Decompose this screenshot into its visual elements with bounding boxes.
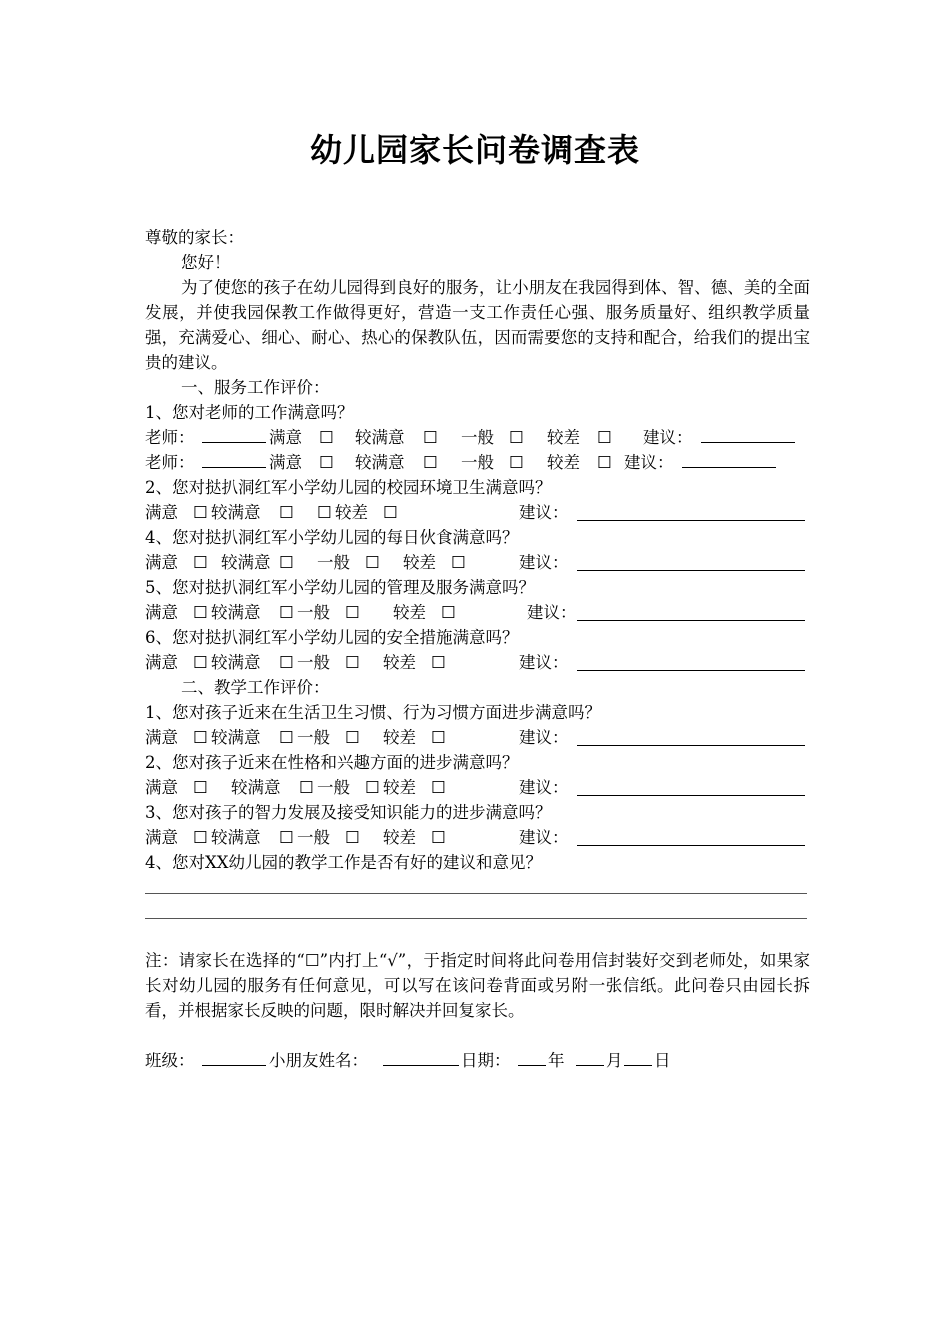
option-poor: 较差 [383, 828, 416, 847]
checkbox-icon[interactable]: ☐ [193, 728, 208, 747]
option-poor: 较差 [403, 553, 436, 572]
teacher-name-blank[interactable] [202, 425, 266, 443]
suggestion-blank[interactable] [577, 775, 805, 796]
suggestion-label: 建议： [519, 778, 569, 797]
suggestion-label: 建议： [519, 553, 569, 572]
question-habits: 1、您对孩子近来在生活卫生习惯、行为习惯方面进步满意吗？ [145, 703, 601, 722]
option-satisfied: 满意 [145, 653, 178, 672]
option-average: 一般 [297, 728, 330, 747]
teacher-label: 老师： [145, 428, 195, 447]
intro-paragraph [145, 275, 810, 375]
checkbox-icon[interactable]: ☐ [431, 728, 446, 747]
option-average: 一般 [317, 778, 350, 797]
option-average: 一般 [297, 828, 330, 847]
month-blank[interactable] [576, 1048, 604, 1066]
option-satisfied: 满意 [145, 728, 178, 747]
checkbox-icon[interactable]: ☐ [431, 828, 446, 847]
checkbox-icon[interactable]: ☐ [383, 503, 398, 522]
suggestion-blank[interactable] [577, 650, 805, 671]
option-poor: 较差 [393, 603, 426, 622]
day-label: 日 [654, 1051, 671, 1070]
checkbox-icon[interactable]: ☐ [279, 653, 294, 672]
checkbox-icon[interactable]: ☐ [345, 603, 360, 622]
year-blank[interactable] [518, 1048, 546, 1066]
checkbox-icon[interactable]: ☐ [279, 503, 294, 522]
suggestion-blank[interactable] [577, 825, 805, 846]
greeting: 尊敬的家长： [145, 228, 244, 247]
question-management: 5、您对挞扒洞红军小学幼儿园的管理及服务满意吗？ [145, 578, 535, 597]
checkbox-icon[interactable]: ☐ [193, 503, 208, 522]
teacher-label: 老师： [145, 453, 195, 472]
option-fairly-satisfied: 较满意 [211, 728, 261, 747]
intro-text: 为了使您的孩子在幼儿园得到良好的服务，让小朋友在我园得到体、智、德、美的全面发展，并使我园保教工作做得更好，营造一支工作责任心强、服务质量好、组织教学质量强，充满爱心、细心、耐心、热心的保教队伍，因而需要您的支持和配合，给我们的提出宝贵的建议。 [145, 278, 810, 372]
option-fairly-satisfied: 较满意 [221, 553, 271, 572]
class-label: 班级： [145, 1051, 195, 1070]
suggestion-blank[interactable] [577, 500, 805, 521]
checkbox-icon[interactable]: ☐ [345, 828, 360, 847]
checkbox-icon[interactable]: ☐ [193, 653, 208, 672]
option-average: 一般 [297, 603, 330, 622]
checkbox-icon[interactable]: ☐ [193, 603, 208, 622]
checkbox-icon[interactable]: ☐ [431, 653, 446, 672]
suggestion-label: 建议： [519, 828, 569, 847]
month-label: 月 [606, 1051, 623, 1070]
checkbox-icon[interactable]: ☐ [319, 453, 334, 472]
option-fairly-satisfied: 较满意 [355, 453, 405, 472]
year-label: 年 [548, 1051, 565, 1070]
option-average: 一般 [297, 653, 330, 672]
question-safety: 6、您对挞扒洞红军小学幼儿园的安全措施满意吗？ [145, 628, 519, 647]
checkbox-icon[interactable]: ☐ [365, 778, 380, 797]
hello: 您好！ [181, 253, 231, 272]
day-blank[interactable] [624, 1048, 652, 1066]
suggestion-blank[interactable] [577, 600, 805, 621]
checkbox-icon[interactable]: ☐ [597, 453, 612, 472]
checkbox-icon[interactable]: ☐ [509, 453, 524, 472]
section-service-heading: 一、服务工作评价： [181, 378, 330, 397]
checkbox-icon[interactable]: ☐ [279, 828, 294, 847]
option-poor: 较差 [383, 728, 416, 747]
checkbox-icon[interactable]: ☐ [365, 553, 380, 572]
child-name-blank[interactable] [383, 1048, 459, 1066]
answer-line[interactable] [145, 918, 807, 919]
question-teaching-suggestions: 4、您对XX幼儿园的教学工作是否有好的建议和意见？ [145, 853, 542, 872]
checkbox-icon[interactable]: ☐ [423, 453, 438, 472]
option-satisfied: 满意 [269, 428, 302, 447]
checkbox-icon[interactable]: ☐ [279, 553, 294, 572]
suggestion-label: 建议： [643, 428, 693, 447]
option-fairly-satisfied: 较满意 [231, 778, 281, 797]
page-title: 幼儿园家长问卷调查表 [309, 131, 640, 169]
suggestion-blank[interactable] [577, 725, 805, 746]
option-poor: 较差 [383, 778, 416, 797]
note-paragraph [145, 948, 810, 1023]
question-environment: 2、您对挞扒洞红军小学幼儿园的校园环境卫生满意吗？ [145, 478, 552, 497]
child-name-label: 小朋友姓名： [269, 1051, 368, 1070]
class-blank[interactable] [202, 1048, 266, 1066]
suggestion-label: 建议： [519, 503, 569, 522]
suggestion-blank[interactable] [682, 450, 776, 468]
option-satisfied: 满意 [269, 453, 302, 472]
checkbox-icon[interactable]: ☐ [193, 778, 208, 797]
suggestion-label: 建议： [527, 603, 577, 622]
option-poor: 较差 [335, 503, 368, 522]
option-satisfied: 满意 [145, 603, 178, 622]
checkbox-icon[interactable]: ☐ [317, 503, 332, 522]
option-poor: 较差 [547, 428, 580, 447]
teacher-name-blank[interactable] [202, 450, 266, 468]
checkbox-icon[interactable]: ☐ [441, 603, 456, 622]
checkbox-icon[interactable]: ☐ [345, 728, 360, 747]
option-satisfied: 满意 [145, 503, 178, 522]
option-fairly-satisfied: 较满意 [211, 653, 261, 672]
checkbox-icon[interactable]: ☐ [319, 428, 334, 447]
checkbox-icon[interactable]: ☐ [423, 428, 438, 447]
option-fairly-satisfied: 较满意 [211, 503, 261, 522]
option-average: 一般 [461, 428, 494, 447]
suggestion-blank[interactable] [577, 550, 805, 571]
checkbox-icon[interactable]: ☐ [431, 778, 446, 797]
option-fairly-satisfied: 较满意 [355, 428, 405, 447]
question-teacher: 1、您对老师的工作满意吗？ [145, 403, 354, 422]
checkbox-icon[interactable]: ☐ [279, 728, 294, 747]
suggestion-label: 建议： [519, 728, 569, 747]
option-fairly-satisfied: 较满意 [211, 828, 261, 847]
checkbox-icon[interactable]: ☐ [279, 603, 294, 622]
option-poor: 较差 [383, 653, 416, 672]
checkbox-icon[interactable]: ☐ [193, 553, 208, 572]
suggestion-label: 建议： [519, 653, 569, 672]
suggestion-blank[interactable] [701, 425, 795, 443]
question-meals: 4、您对挞扒洞红军小学幼儿园的每日伙食满意吗？ [145, 528, 519, 547]
option-satisfied: 满意 [145, 553, 178, 572]
question-personality: 2、您对孩子近来在性格和兴趣方面的进步满意吗？ [145, 753, 519, 772]
checkbox-icon[interactable]: ☐ [597, 428, 612, 447]
question-intellect: 3、您对孩子的智力发展及接受知识能力的进步满意吗？ [145, 803, 552, 822]
option-average: 一般 [461, 453, 494, 472]
note-text: 注：请家长在选择的“☐”内打上“√”，于指定时间将此问卷用信封装好交到老师处，如果家长对幼儿园的服务有任何意见，可以写在该问卷背面或另附一张信纸。此问卷只由园长拆看，并根据家长反映的问题，限时解决并回复家长。 [145, 951, 810, 1020]
checkbox-icon[interactable]: ☐ [345, 653, 360, 672]
option-poor: 较差 [547, 453, 580, 472]
suggestion-label: 建议： [624, 453, 674, 472]
option-average: 一般 [317, 553, 350, 572]
checkbox-icon[interactable]: ☐ [299, 778, 314, 797]
date-label: 日期： [461, 1051, 511, 1070]
option-fairly-satisfied: 较满意 [211, 603, 261, 622]
checkbox-icon[interactable]: ☐ [509, 428, 524, 447]
answer-line[interactable] [145, 893, 807, 894]
checkbox-icon[interactable]: ☐ [451, 553, 466, 572]
option-satisfied: 满意 [145, 778, 178, 797]
section-teaching-heading: 二、教学工作评价： [181, 678, 330, 697]
option-satisfied: 满意 [145, 828, 178, 847]
checkbox-icon[interactable]: ☐ [193, 828, 208, 847]
